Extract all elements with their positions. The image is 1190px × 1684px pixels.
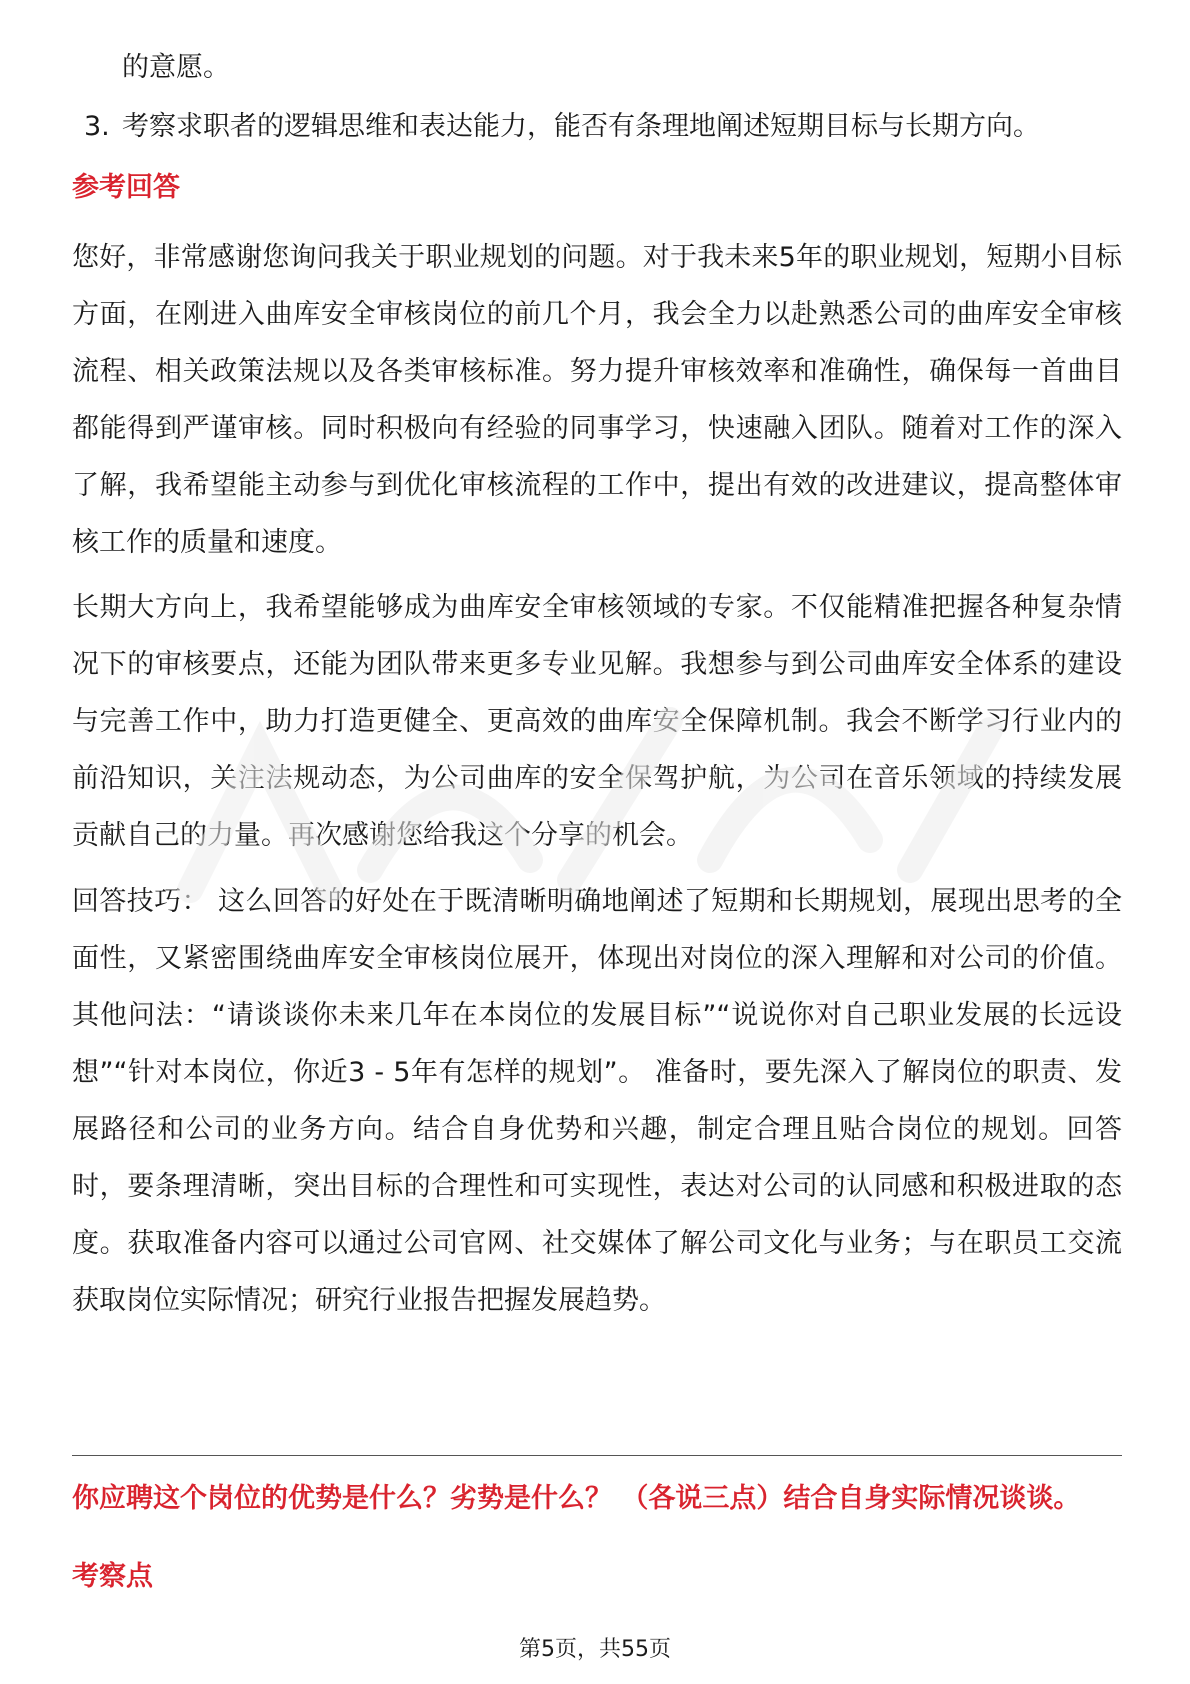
examination-points-heading: 考察点 (72, 1561, 153, 1592)
answer-paragraph-2: 长期大方向上，我希望能够成为曲库安全审核领域的专家。不仅能精准把握各种复杂情况下的审核要点，还能为团队带来更多专业见解。我想参与到公司曲库安全体系的建设与完善工作中，助力打造更健全、更高效的曲库安全保障机制。我会不断学习行业内的前沿知识，关注法规动态，为公司曲库的安全保驾护航，为公司在音乐领域的持续发展贡献自己的力量。再次感谢您给我这个分享的机会。 (72, 592, 1122, 851)
page-footer: 第5页，共55页 (519, 1637, 671, 1662)
reference-answer-heading: 参考回答 (72, 172, 180, 203)
continuation-text: 的意愿。 (122, 52, 230, 83)
next-question-heading: 你应聘这个岗位的优势是什么？劣势是什么？ （各说三点）结合自身实际情况谈谈。 (72, 1483, 1081, 1514)
list-item-number: 3. (84, 111, 110, 142)
answer-tips-paragraph: 回答技巧： 这么回答的好处在于既清晰明确地阐述了短期和长期规划，展现出思考的全面性，又紧密围绕曲库安全审核岗位展开，体现出对岗位的深入理解和对公司的价值。 其他问法：“请谈谈你未来几年在本岗位的发展目标”“说说你对自己职业发展的长远设想”“针对本岗位，你近3 - 5年有怎样的规划”。 准备时，要先深入了解岗位的职责、发展路径和公司的业务方向。结合自身优势和兴趣，制定合理且贴合岗位的规划。回答时，要条理清晰，突出目标的合理性和可实现性，表达对公司的认同感和积极进取的态度。获取准备内容可以通过公司官网、社交媒体了解公司文化与业务；与在职员工交流获取岗位实际情况；研究行业报告把握发展趋势。 (72, 886, 1122, 1316)
section-divider (72, 1455, 1122, 1456)
list-item-text: 考察求职者的逻辑思维和表达能力，能否有条理地阐述短期目标与长期方向。 (122, 111, 1040, 142)
list-item (84, 107, 1040, 147)
answer-paragraph-1: 您好，非常感谢您询问我关于职业规划的问题。对于我未来5年的职业规划，短期小目标方面，在刚进入曲库安全审核岗位的前几个月，我会全力以赴熟悉公司的曲库安全审核流程、相关政策法规以及各类审核标准。努力提升审核效率和准确性，确保每一首曲目都能得到严谨审核。同时积极向有经验的同事学习，快速融入团队。随着对工作的深入了解，我希望能主动参与到优化审核流程的工作中，提出有效的改进建议，提高整体审核工作的质量和速度。 (72, 242, 1122, 558)
